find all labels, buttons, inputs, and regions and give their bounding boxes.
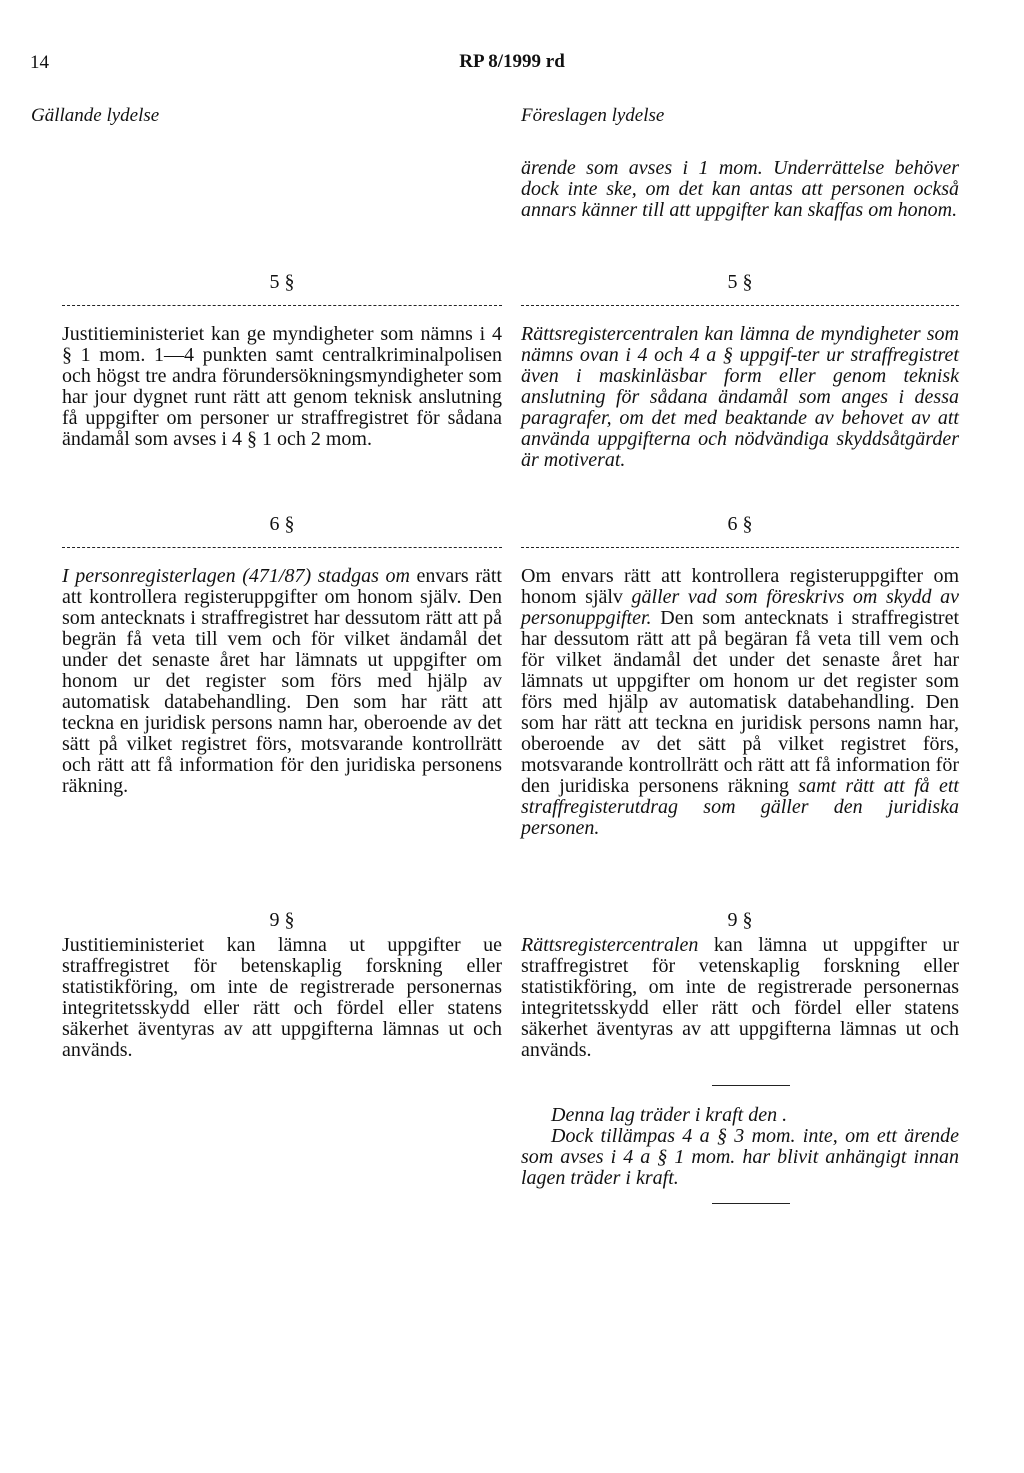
proposed-section-9 — [521, 910, 959, 1061]
section-divider — [62, 547, 502, 548]
proposed-section-5-text: Rättsregistercentralen kan lämna de myndigheter som nämns ovan i 4 och 4 a § uppgif-ter ur straffregistret även i maskinläsbar form eller genom teknisk anslutning för sådana ändamål som anges i dessa paragrafer, om det med beaktande av behovet av att använda uppgifterna och nödvändiga skyddsåtgärder är motiverat. — [521, 323, 959, 471]
proposed-section-6-part-d: samt rätt att få ett straffregisterutdrag som gäller den juridiska personen. — [521, 775, 959, 839]
current-section-6-body: envars rätt att kontrollera registeruppgifter om honom själv. Den som antecknats i straffregistret har dessutom rätt att på begrän få veta till vem och för vilket ändamål det under det senaste året har lämnats ut uppgifter om honom ur det register som förs med hjälp av automatisk databehandling. Den som har rätt att teckna en juridisk persons namn har, oberoende av det sätt på vilket registret förs, motsvarande kontrollrätt och rätt att få information för den juridiska personens räkning. — [62, 565, 502, 797]
proposed-section-9-heading: 9 § — [727, 909, 753, 931]
current-section-6-italic: I personregisterlagen (471/87) stadgas om — [62, 565, 410, 587]
section-divider — [521, 305, 959, 306]
proposed-section-6-text — [521, 566, 959, 839]
proposed-section-6-heading: 6 § — [727, 513, 753, 535]
proposed-section-6-part-a: Om envars rätt att kontrollera registeruppgifter om honom själv — [521, 565, 959, 608]
proposed-section-5 — [521, 272, 959, 471]
current-section-5-text: Justitieministeriet kan ge myndigheter som nämns i 4 § 1 mom. 1—4 punkten samt centralkriminalpolisen och högst tre andra förundersökningsmyndigheter som har jour dygnet runt rätt att genom teknisk anslutning få uppgifter om personer ur straffregistret för sådana ändamål som avses i 4 § 1 och 2 mom. — [62, 323, 502, 450]
proposed-section-5-heading: 5 § — [727, 271, 753, 293]
proposed-section-6-part-c: Den som antecknats i straffregistret har dessutom rätt att på begäran få veta till vem och för vilket ändamål det under det senaste året har lämnats ut uppgifter om honom ur det register som förs med hjälp av automatisk databehandling. Den som har rätt att teckna en juridisk persons namn har, oberoende av det sätt på vilket registret förs, motsvarande kontrollrätt och rätt att få information för den juridiska personens räkning — [521, 607, 959, 797]
current-section-5 — [62, 272, 502, 450]
section-divider — [521, 547, 959, 548]
page-number: 14 — [30, 52, 49, 73]
proposed-intro — [521, 158, 959, 221]
proposed-section-9-body: kan lämna ut uppgifter ur straffregistret för vetenskaplig forskning eller statistikföring, om inte de registrerade personernas integritetsskydd eller rätt och fördel eller statens säkerhet äventyras av att uppgifterna lämnas ut och används. — [521, 934, 959, 1061]
entry-into-force-line: Denna lag träder i kraft den . — [551, 1104, 788, 1126]
document-id: RP 8/1999 rd — [459, 51, 565, 72]
current-section-9-text: Justitieministeriet kan lämna ut uppgifter ue straffregistret för betenskaplig forskning eller statistikföring, om inte de registrerade personernas integritetsskydd eller rätt och fördel eller statens säkerhet äventyras av att uppgifterna lämnas ut och används. — [62, 934, 502, 1061]
current-section-6 — [62, 514, 502, 797]
section-rule-bottom — [712, 1203, 790, 1204]
current-section-6-heading: 6 § — [269, 513, 295, 535]
proposed-section-9-italic: Rättsregistercentralen — [521, 934, 699, 956]
proposed-intro-text: ärende som avses i 1 mom. Underrättelse behöver dock inte ske, om det kan antas att personen också annars känner till att uppgifter kan skaffas om honom. — [521, 157, 959, 221]
section-rule-top — [712, 1085, 790, 1086]
current-section-9 — [62, 910, 502, 1061]
current-section-6-text — [62, 566, 502, 797]
current-section-9-heading: 9 § — [269, 909, 295, 931]
current-wording-heading: Gällande lydelse — [31, 105, 160, 126]
proposed-wording-heading: Föreslagen lydelse — [521, 105, 665, 126]
section-divider — [62, 305, 502, 306]
transitional-provision: Dock tillämpas 4 a § 3 mom. inte, om ett ärende som avses i 4 a § 1 mom. har blivit anhängigt innan lagen träder i kraft. — [521, 1125, 959, 1189]
entry-into-force-provision — [521, 1105, 959, 1189]
current-section-5-heading: 5 § — [269, 271, 295, 293]
proposed-section-6-part-b: gäller vad som föreskrivs om skydd av personuppgifter. — [521, 586, 959, 629]
proposed-section-9-text — [521, 935, 959, 1061]
proposed-section-6 — [521, 514, 959, 839]
